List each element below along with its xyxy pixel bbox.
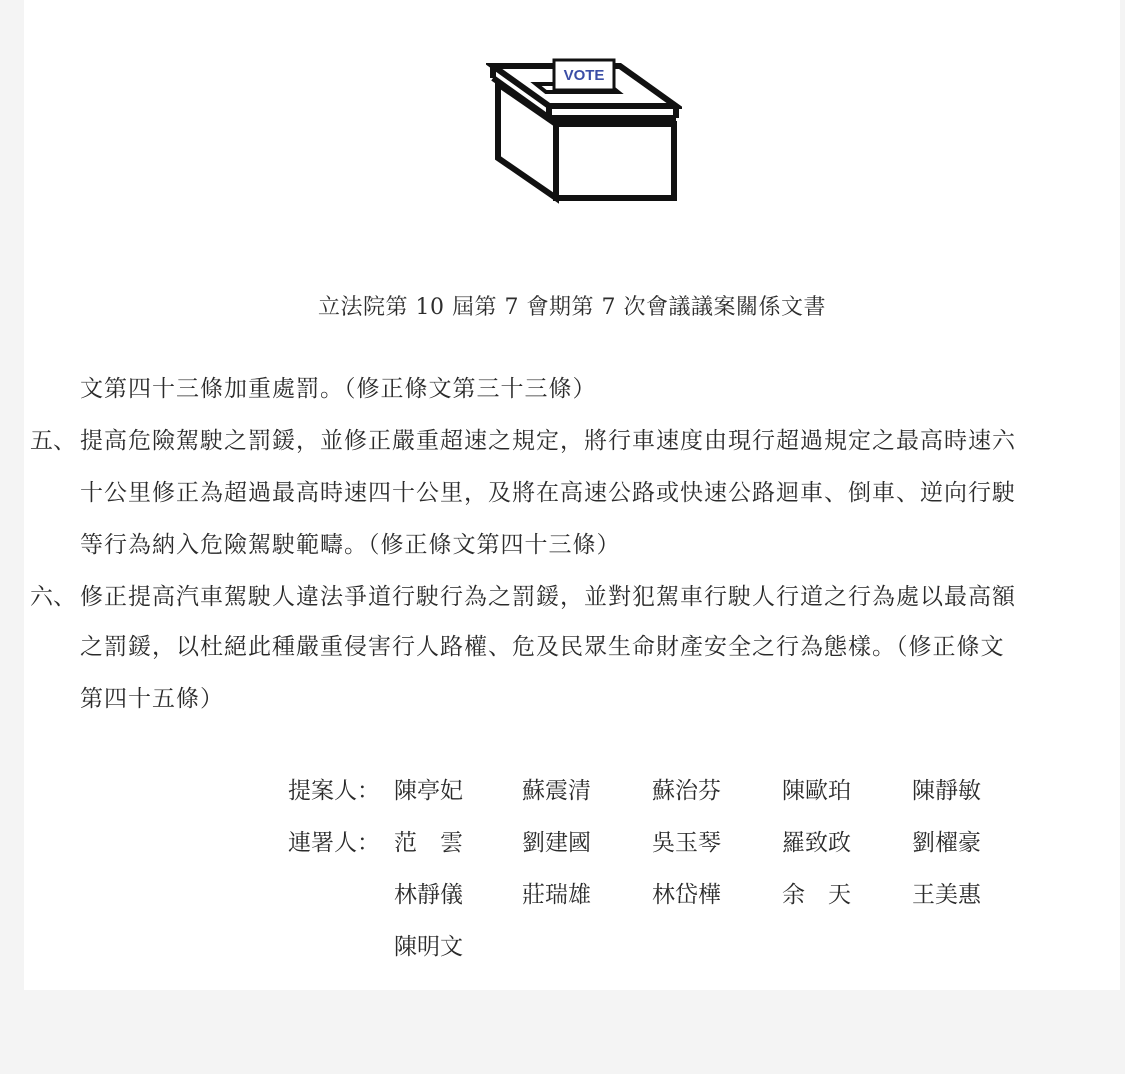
cosigner-label: 連署人： <box>288 830 380 856</box>
vote-label: VOTE <box>563 67 605 84</box>
item-number: 六、 <box>30 584 76 610</box>
proposer-label: 提案人： <box>288 778 380 804</box>
cosigner-name: 羅致政 <box>782 830 851 856</box>
cosigner-name: 劉建國 <box>522 830 591 856</box>
proposer-name: 陳歐珀 <box>782 778 851 804</box>
proposer-name: 蘇震清 <box>522 778 591 804</box>
proposer-name: 陳靜敏 <box>912 778 981 804</box>
continuation-text: 文第四十三條加重處罰。（修正條文第三十三條） <box>80 376 597 402</box>
item-line: 等行為納入危險駕駛範疇。（修正條文第四十三條） <box>80 532 621 558</box>
cosigner-name: 劉櫂豪 <box>912 830 981 856</box>
item-line: 之罰鍰，以杜絕此種嚴重侵害行人路權、危及民眾生命財產安全之行為態樣。（修正條文 <box>80 634 1005 660</box>
item-line: 提高危險駕駛之罰鍰，並修正嚴重超速之規定，將行車速度由現行超過規定之最高時速六 <box>80 428 1016 454</box>
cosigner-name: 林靜儀 <box>394 882 463 908</box>
cosigner-name: 吳玉琴 <box>652 830 721 856</box>
cosigner-name: 范 雲 <box>394 830 463 856</box>
proposer-name: 陳亭妃 <box>394 778 463 804</box>
cosigner-name: 余 天 <box>782 882 851 908</box>
cosigner-name: 林岱樺 <box>652 882 721 908</box>
ballot-box-icon <box>486 58 682 204</box>
item-line: 十公里修正為超過最高時速四十公里，及將在高速公路或快速公路迴車、倒車、逆向行駛 <box>80 480 1016 506</box>
item-number: 五、 <box>30 428 76 454</box>
document-page <box>24 0 1120 990</box>
item-line: 第四十五條） <box>80 686 224 712</box>
document-title: 立法院第 10 屆第 7 會期第 7 次會議議案關係文書 <box>318 295 826 320</box>
proposer-name: 蘇治芬 <box>652 778 721 804</box>
cosigner-name: 莊瑞雄 <box>522 882 591 908</box>
item-line: 修正提高汽車駕駛人違法爭道行駛行為之罰鍰，並對犯駕車行駛人行道之行為處以最高額 <box>80 584 1016 610</box>
cosigner-name: 王美惠 <box>912 882 981 908</box>
cosigner-name: 陳明文 <box>394 934 463 960</box>
